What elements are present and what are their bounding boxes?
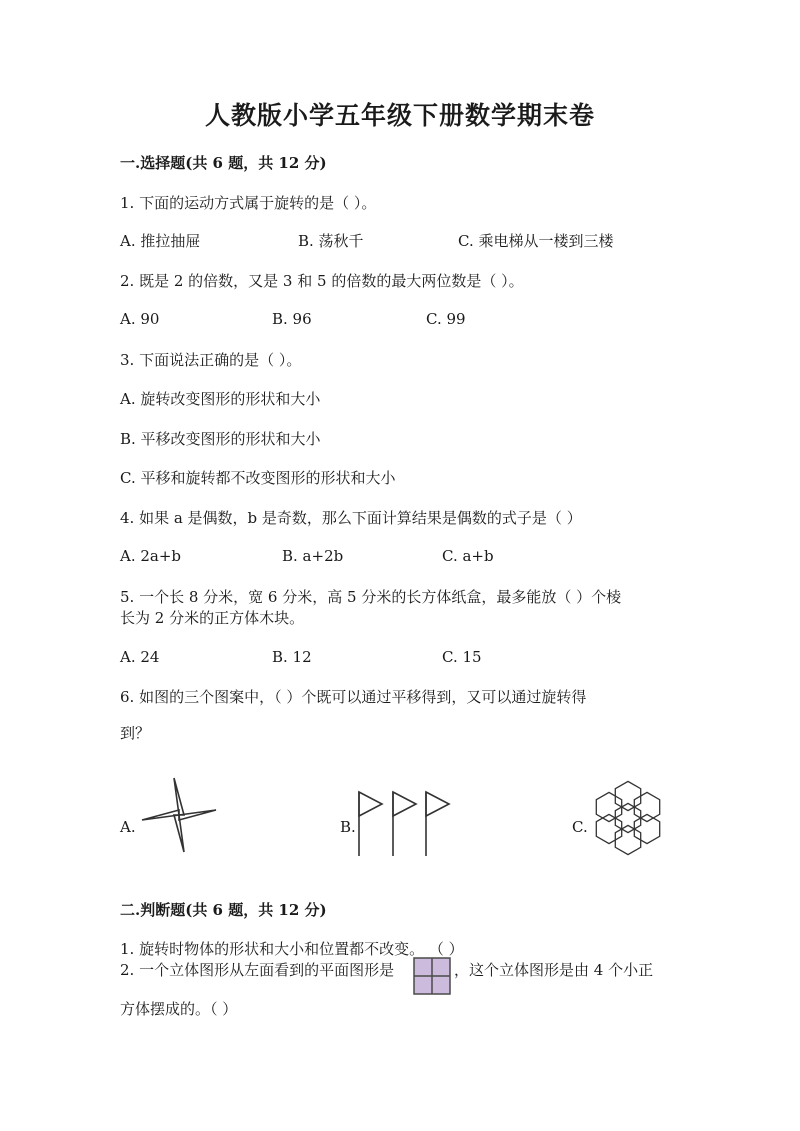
pinwheel-figure <box>138 772 220 858</box>
question-6-line-2: 到？ <box>120 724 151 742</box>
option-a: A. 90 <box>120 310 160 328</box>
option-c: C. a+b <box>442 547 494 565</box>
page-title: 人教版小学五年级下册数学期末卷 <box>204 101 595 130</box>
judgement-2-part-1: 2. 一个立体图形从左面看到的平面图形是 <box>120 961 395 979</box>
question-3: 3. 下面说法正确的是（ ）。 <box>120 351 302 369</box>
option-b: B. <box>340 818 356 836</box>
option-b: B. 12 <box>272 648 312 666</box>
option-c: C. 乘电梯从一楼到三楼 <box>458 232 614 250</box>
judgement-2-line-2: 方体摆成的。（ ） <box>120 1000 238 1018</box>
question-2: 2. 既是 2 的倍数，又是 3 和 5 的倍数的最大两位数是（ ）。 <box>120 272 524 290</box>
option-a: A. 推拉抽屉 <box>120 232 201 250</box>
section-heading-choice: 一.选择题(共 6 题，共 12 分) <box>120 154 327 172</box>
question-5-line-2: 长为 2 分米的正方体木块。 <box>120 609 305 627</box>
judgement-1: 1. 旋转时物体的形状和大小和位置都不改变。 （ ） <box>120 940 464 958</box>
judgement-2-part-2: ，这个立体图形是由 4 个小正 <box>454 961 654 979</box>
option-b: B. a+2b <box>282 547 344 565</box>
option-b: B. 荡秋千 <box>298 232 364 250</box>
option-b: B. 平移改变图形的形状和大小 <box>120 430 321 448</box>
question-1: 1. 下面的运动方式属于旋转的是（ ）。 <box>120 194 377 212</box>
left-view-grid-figure <box>413 957 451 995</box>
option-b: B. 96 <box>272 310 312 328</box>
hexagon-figure <box>590 778 666 858</box>
option-c: C. <box>572 818 588 836</box>
section-heading-judgement: 二.判断题(共 6 题，共 12 分) <box>120 901 327 919</box>
question-6-line-1: 6. 如图的三个图案中，（ ）个既可以通过平移得到，又可以通过旋转得 <box>120 688 587 706</box>
question-4: 4. 如果 a 是偶数，b 是奇数，那么下面计算结果是偶数的式子是（ ） <box>120 509 582 527</box>
flags-figure <box>356 790 454 858</box>
question-5-line-1: 5. 一个长 8 分米，宽 6 分米，高 5 分米的长方体纸盒，最多能放（ ）个棱 <box>120 588 622 606</box>
option-c: C. 平移和旋转都不改变图形的形状和大小 <box>120 469 396 487</box>
option-a: A. <box>120 818 136 836</box>
option-c: C. 15 <box>442 648 482 666</box>
option-a: A. 2a+b <box>120 547 182 565</box>
option-a: A. 旋转改变图形的形状和大小 <box>120 390 321 408</box>
option-c: C. 99 <box>426 310 466 328</box>
option-a: A. 24 <box>120 648 160 666</box>
